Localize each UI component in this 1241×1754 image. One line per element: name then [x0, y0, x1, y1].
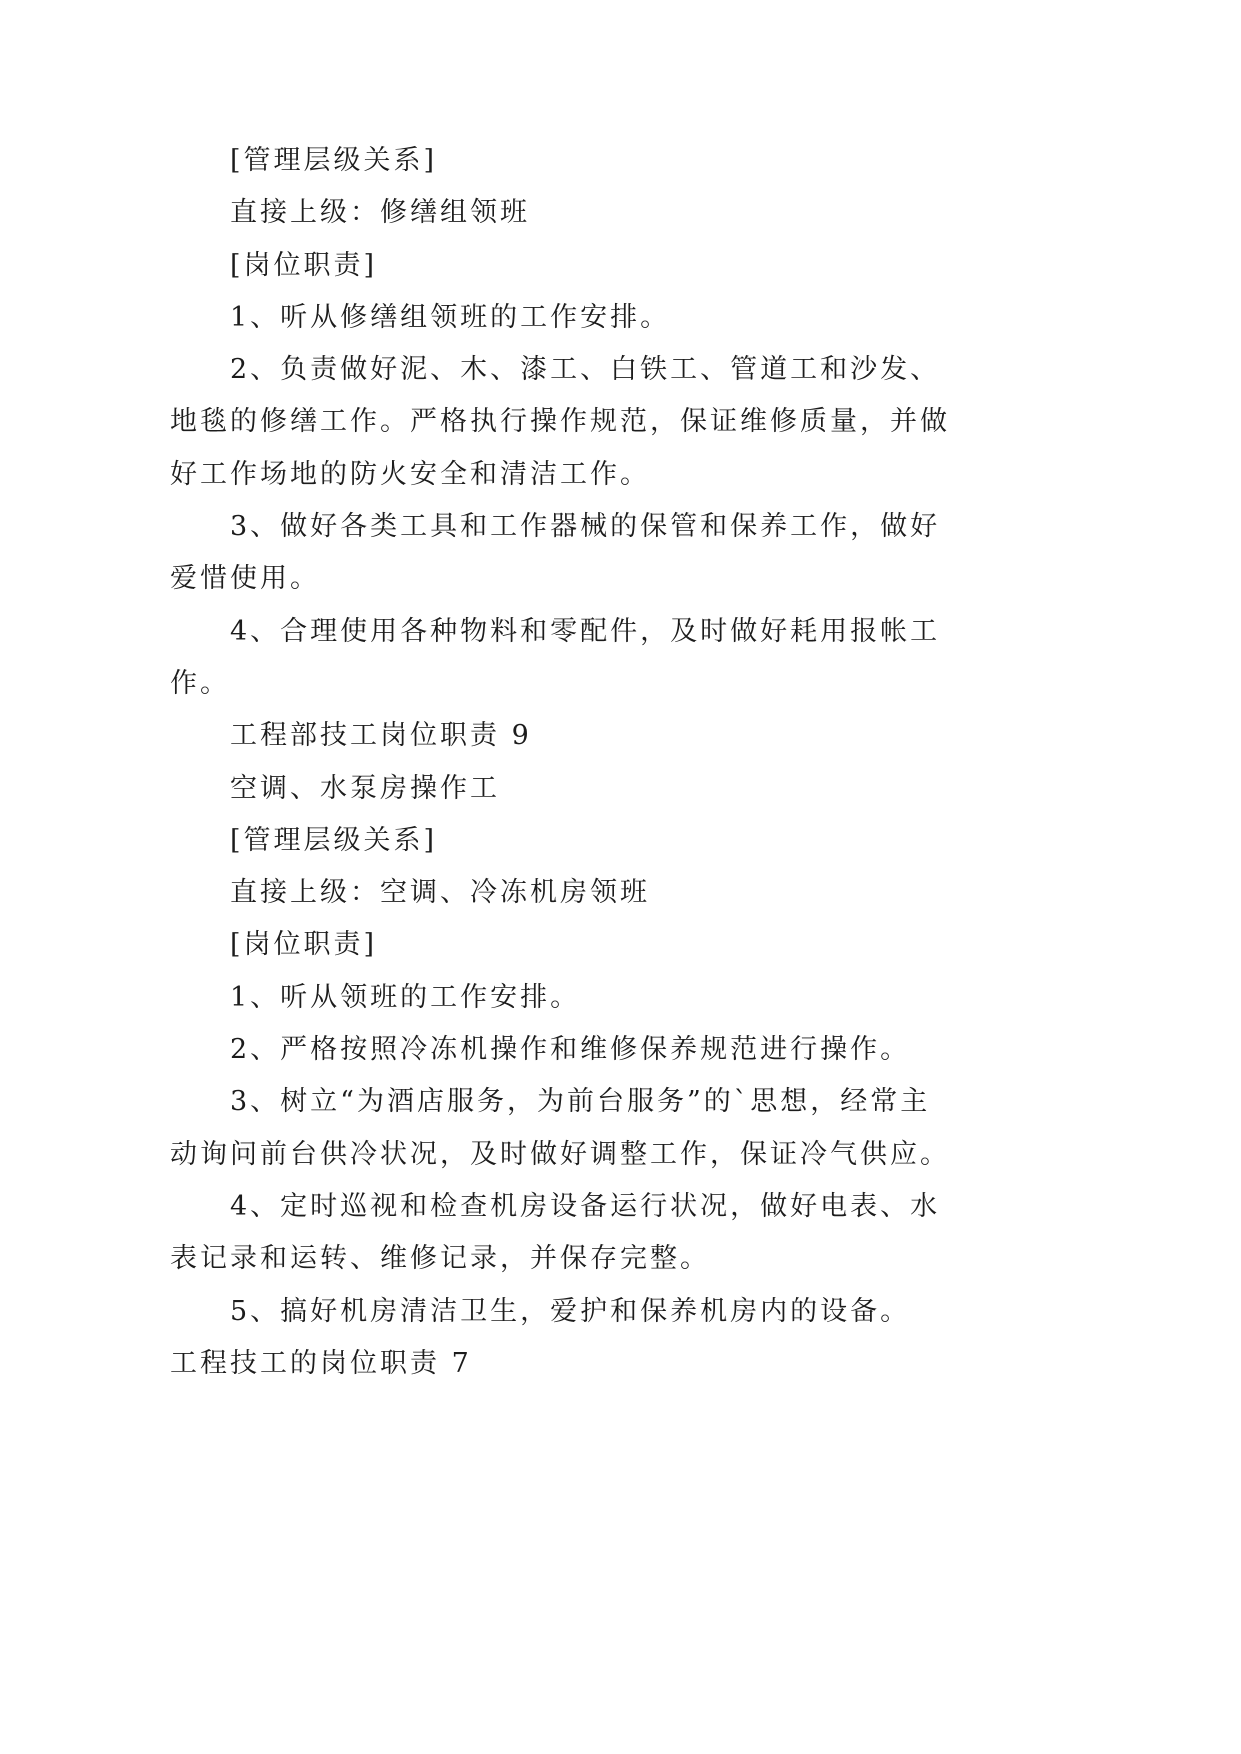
direct-supervisor	[170, 187, 1170, 239]
paragraph-line: 3、树立“为酒店服务，为前台服务”的`思想，经常主	[230, 1086, 931, 1118]
duty-item	[170, 1181, 1170, 1286]
paragraph-line: 2、负责做好泥、木、漆工、白铁工、管道工和沙发、	[230, 354, 941, 386]
duty-item	[170, 344, 1170, 501]
paragraph-line: 1、听从领班的工作安排。	[230, 981, 581, 1013]
paragraph-line: 直接上级：空调、冷冻机房领班	[230, 877, 650, 909]
section-label-management-hierarchy	[170, 815, 1170, 867]
duty-item	[170, 1076, 1170, 1181]
paragraph-line: [管理层级关系]	[230, 145, 438, 176]
paragraph-line: 好工作场地的防火安全和清洁工作。	[170, 458, 650, 490]
paragraph-line: 作。	[170, 667, 230, 699]
paragraph-line: 空调、水泵房操作工	[230, 772, 500, 804]
paragraph-line: 工程技工的岗位职责 7	[170, 1347, 472, 1379]
section-label-management-hierarchy	[170, 135, 1170, 187]
paragraph-line: 3、做好各类工具和工作器械的保管和保养工作，做好	[230, 511, 941, 543]
paragraph-line: 5、搞好机房清洁卫生，爱护和保养机房内的设备。	[230, 1295, 911, 1327]
duty-item	[170, 972, 1170, 1024]
paragraph-line: 爱惜使用。	[170, 563, 320, 595]
paragraph-line: [管理层级关系]	[230, 824, 438, 856]
duty-item	[170, 292, 1170, 344]
paragraph-line: 直接上级：修缮组领班	[230, 197, 530, 229]
duty-item	[170, 501, 1170, 606]
paragraph-line: [岗位职责]	[230, 929, 378, 961]
duty-item	[170, 606, 1170, 711]
job-title	[170, 763, 1170, 815]
paragraph-line: 动询问前台供冷状况，及时做好调整工作，保证冷气供应。	[170, 1138, 950, 1170]
paragraph-line: 工程部技工岗位职责 9	[230, 720, 532, 752]
paragraph-line: 1、听从修缮组领班的工作安排。	[230, 301, 671, 333]
section-label-duties	[170, 919, 1170, 971]
paragraph-line: 2、严格按照冷冻机操作和维修保养规范进行操作。	[230, 1034, 911, 1066]
duty-item	[170, 1024, 1170, 1076]
section-label-duties	[170, 240, 1170, 292]
duty-item	[170, 1286, 1170, 1338]
paragraph-line: [岗位职责]	[230, 249, 378, 281]
paragraph-line: 4、合理使用各种物料和零配件，及时做好耗用报帐工	[230, 615, 941, 647]
paragraph-line: 4、定时巡视和检查机房设备运行状况，做好电表、水	[230, 1190, 941, 1222]
paragraph-line: 地毯的修缮工作。严格执行操作规范，保证维修质量，并做	[170, 406, 950, 438]
section-heading	[170, 1338, 1170, 1390]
section-title	[170, 710, 1170, 762]
direct-supervisor	[170, 867, 1170, 919]
paragraph-line: 表记录和运转、维修记录，并保存完整。	[170, 1243, 710, 1275]
document-body	[170, 135, 1170, 1390]
